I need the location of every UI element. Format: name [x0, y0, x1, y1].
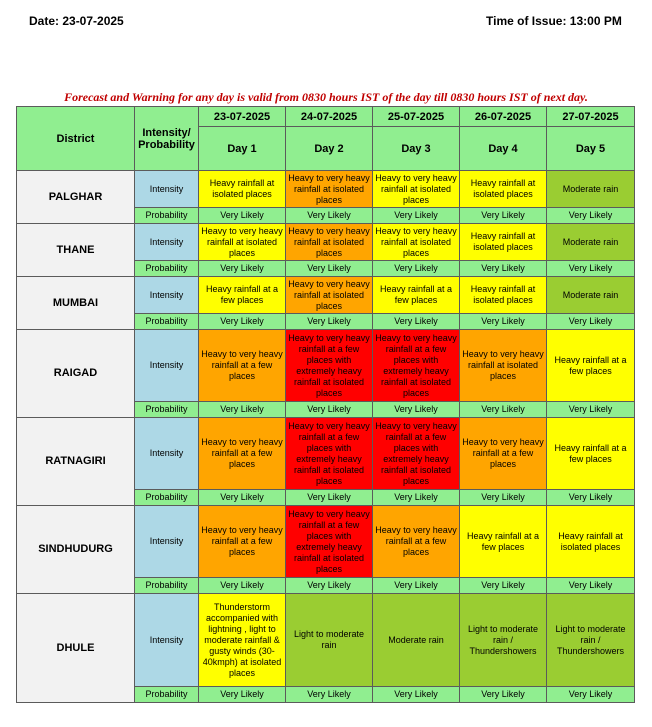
- probability-label: Probability: [135, 687, 199, 703]
- district-name: MUMBAI: [17, 277, 135, 330]
- validity-note: Forecast and Warning for any day is valid from 0830 hours IST of the day till 0830 hours IST of next day.: [64, 90, 588, 104]
- probability-cell: Very Likely: [460, 687, 547, 703]
- intensity-cell: Heavy to very heavy rainfall at a few places: [373, 506, 460, 578]
- probability-cell: Very Likely: [547, 261, 635, 277]
- probability-cell: Very Likely: [460, 208, 547, 224]
- intensity-cell: Moderate rain: [547, 171, 635, 208]
- district-name: DHULE: [17, 594, 135, 703]
- intensity-label: Intensity: [135, 171, 199, 208]
- probability-label: Probability: [135, 490, 199, 506]
- intensity-cell: Heavy rainfall at a few places: [547, 330, 635, 402]
- date-header: 23-07-2025: [199, 107, 286, 127]
- intensity-cell: Heavy rainfall at a few places: [460, 506, 547, 578]
- probability-cell: Very Likely: [460, 402, 547, 418]
- probability-cell: Very Likely: [199, 490, 286, 506]
- intensity-cell: Moderate rain: [547, 277, 635, 314]
- intensity-cell: Heavy rainfall at isolated places: [460, 171, 547, 208]
- forecast-body: [17, 171, 635, 703]
- probability-cell: Very Likely: [286, 687, 373, 703]
- probability-cell: Very Likely: [373, 490, 460, 506]
- probability-cell: Very Likely: [199, 687, 286, 703]
- probability-cell: Very Likely: [373, 208, 460, 224]
- intensity-cell: Heavy to very heavy rainfall at isolated places: [373, 171, 460, 208]
- intensity-cell: Moderate rain: [373, 594, 460, 687]
- probability-cell: Very Likely: [547, 314, 635, 330]
- probability-cell: Very Likely: [373, 261, 460, 277]
- district-name: PALGHAR: [17, 171, 135, 224]
- intensity-cell: Thunderstorm accompanied with lightning , light to moderate rainfall & gusty winds (30-40kmph) at isolated places: [199, 594, 286, 687]
- district-name: THANE: [17, 224, 135, 277]
- intensity-cell: Light to moderate rain / Thundershowers: [547, 594, 635, 687]
- date-header: 26-07-2025: [460, 107, 547, 127]
- day-header: Day 3: [373, 127, 460, 171]
- probability-cell: Very Likely: [373, 578, 460, 594]
- probability-cell: Very Likely: [286, 578, 373, 594]
- probability-cell: Very Likely: [199, 261, 286, 277]
- probability-label: Probability: [135, 314, 199, 330]
- intensity-cell: Heavy rainfall at isolated places: [547, 506, 635, 578]
- intensity-cell: Heavy to very heavy rainfall at isolated places: [286, 277, 373, 314]
- intensity-label: Intensity: [135, 224, 199, 261]
- intensity-cell: Heavy to very heavy rainfall at a few places with extremely heavy rainfall at isolated places: [373, 418, 460, 490]
- probability-cell: Very Likely: [547, 208, 635, 224]
- district-header: District: [17, 107, 135, 171]
- probability-cell: Very Likely: [199, 578, 286, 594]
- intensity-cell: Heavy to very heavy rainfall at a few places with extremely heavy rainfall at isolated places: [373, 330, 460, 402]
- intensity-cell: Heavy rainfall at a few places: [547, 418, 635, 490]
- probability-cell: Very Likely: [286, 261, 373, 277]
- intensity-cell: Heavy to very heavy rainfall at isolated places: [286, 224, 373, 261]
- intensity-cell: Heavy to very heavy rainfall at a few places: [460, 418, 547, 490]
- date-header: 27-07-2025: [547, 107, 635, 127]
- probability-label: Probability: [135, 261, 199, 277]
- intensity-label: Intensity: [135, 330, 199, 402]
- probability-cell: Very Likely: [460, 578, 547, 594]
- probability-label: Probability: [135, 578, 199, 594]
- intensity-cell: Heavy to very heavy rainfall at isolated places: [286, 171, 373, 208]
- intensity-cell: Moderate rain: [547, 224, 635, 261]
- param-header: Intensity/ Probability: [135, 107, 199, 171]
- intensity-cell: Heavy to very heavy rainfall at a few places with extremely heavy rainfall at isolated places: [286, 506, 373, 578]
- probability-cell: Very Likely: [199, 314, 286, 330]
- intensity-label: Intensity: [135, 506, 199, 578]
- intensity-cell: Light to moderate rain: [286, 594, 373, 687]
- probability-cell: Very Likely: [460, 314, 547, 330]
- probability-cell: Very Likely: [460, 261, 547, 277]
- probability-cell: Very Likely: [286, 314, 373, 330]
- intensity-row: [17, 594, 635, 687]
- probability-cell: Very Likely: [286, 402, 373, 418]
- district-name: RAIGAD: [17, 330, 135, 418]
- day-header: Day 5: [547, 127, 635, 171]
- probability-cell: Very Likely: [286, 490, 373, 506]
- intensity-cell: Heavy to very heavy rainfall at a few places: [199, 330, 286, 402]
- intensity-cell: Heavy rainfall at a few places: [373, 277, 460, 314]
- intensity-cell: Light to moderate rain / Thundershowers: [460, 594, 547, 687]
- district-name: RATNAGIRI: [17, 418, 135, 506]
- day-header: Day 4: [460, 127, 547, 171]
- probability-cell: Very Likely: [547, 578, 635, 594]
- probability-cell: Very Likely: [286, 208, 373, 224]
- intensity-row: [17, 330, 635, 402]
- intensity-cell: Heavy to very heavy rainfall at a few places with extremely heavy rainfall at isolated places: [286, 418, 373, 490]
- intensity-row: [17, 224, 635, 261]
- intensity-label: Intensity: [135, 277, 199, 314]
- probability-label: Probability: [135, 208, 199, 224]
- intensity-cell: Heavy to very heavy rainfall at a few places: [199, 506, 286, 578]
- probability-cell: Very Likely: [547, 687, 635, 703]
- intensity-cell: Heavy rainfall at isolated places: [460, 224, 547, 261]
- day-header: Day 2: [286, 127, 373, 171]
- probability-cell: Very Likely: [547, 402, 635, 418]
- intensity-label: Intensity: [135, 418, 199, 490]
- probability-cell: Very Likely: [373, 314, 460, 330]
- probability-label: Probability: [135, 402, 199, 418]
- intensity-cell: Heavy to very heavy rainfall at isolated places: [199, 224, 286, 261]
- district-name: SINDHUDURG: [17, 506, 135, 594]
- intensity-cell: Heavy to very heavy rainfall at isolated places: [373, 224, 460, 261]
- probability-cell: Very Likely: [460, 490, 547, 506]
- intensity-label: Intensity: [135, 594, 199, 687]
- time-of-issue: Time of Issue: 13:00 PM: [486, 14, 622, 28]
- intensity-cell: Heavy rainfall at isolated places: [460, 277, 547, 314]
- intensity-cell: Heavy rainfall at isolated places: [199, 171, 286, 208]
- probability-cell: Very Likely: [373, 687, 460, 703]
- intensity-cell: Heavy to very heavy rainfall at isolated places: [460, 330, 547, 402]
- day-header: Day 1: [199, 127, 286, 171]
- date-header: 24-07-2025: [286, 107, 373, 127]
- intensity-cell: Heavy to very heavy rainfall at a few places with extremely heavy rainfall at isolated places: [286, 330, 373, 402]
- forecast-table: [16, 106, 635, 703]
- intensity-cell: Heavy rainfall at a few places: [199, 277, 286, 314]
- probability-cell: Very Likely: [547, 490, 635, 506]
- intensity-cell: Heavy to very heavy rainfall at a few places: [199, 418, 286, 490]
- probability-cell: Very Likely: [199, 208, 286, 224]
- intensity-row: [17, 277, 635, 314]
- date-header: 25-07-2025: [373, 107, 460, 127]
- probability-cell: Very Likely: [199, 402, 286, 418]
- probability-cell: Very Likely: [373, 402, 460, 418]
- intensity-row: [17, 418, 635, 490]
- intensity-row: [17, 506, 635, 578]
- intensity-row: [17, 171, 635, 208]
- issue-date: Date: 23-07-2025: [29, 14, 124, 28]
